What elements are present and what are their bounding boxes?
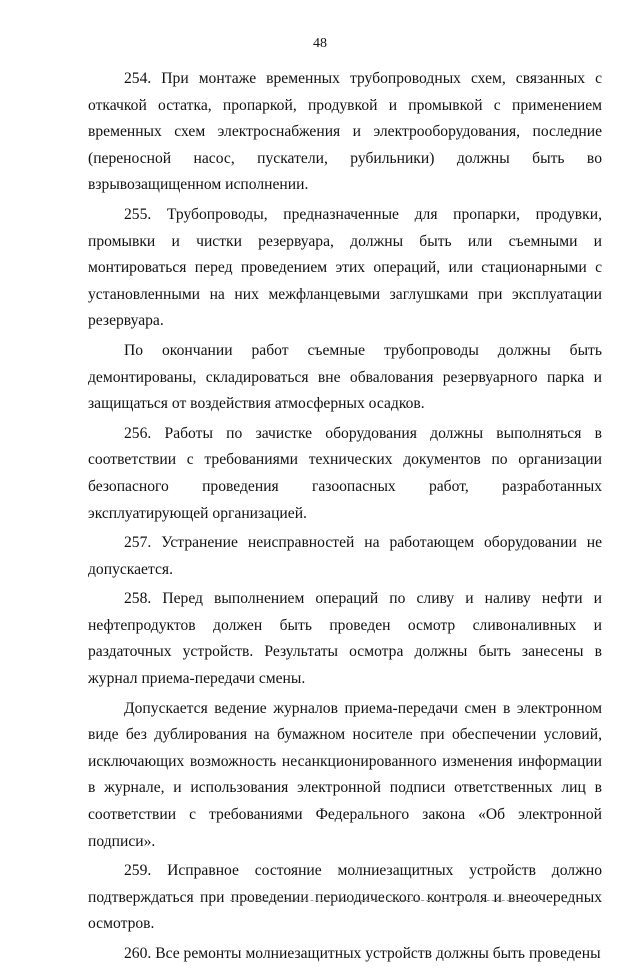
paragraph-255: 255. Трубопроводы, предназначенные для пропарки, продувки, промывки и чистки резервуара, должны быть или съемными и монтироваться перед проведением этих операций, или стационарными с установленными на них межфланцевыми заглушками при эксплуатации резервуара. [88,205,602,330]
paragraph-254: 254. При монтаже временных трубопроводных схем, связанных с откачкой остатка, пропаркой, продувкой и промывкой с применением временных схем электроснабжения и электрооборудования, последние (переносной насос, пускатели, рубильники) должны быть во взрывозащищенном исполнении. [88,70,602,194]
document-body [88,66,602,971]
paragraph-255-continued: По окончании работ съемные трубопроводы должны быть демонтированы, складироваться вне обвалования резервуарного парка и защищаться от воздействия атмосферных осадков. [88,341,602,413]
bottom-scan-edge [230,900,550,901]
paragraph-260: 260. Все ремонты молниезащитных устройств должны быть проведены [124,945,601,962]
page-number: 48 [313,36,327,51]
paragraph-258-continued: Допускается ведение журналов приема-передачи смен в электронном виде без дублирования на бумажном носителе при обеспечении условий, исключающих возможность несанкционированного изменения информации в журнале, и использования электронной подписи ответственных лиц в соответствии с требованиями Федерального закона «Об электронной подписи». [88,699,602,850]
paragraph-259: 259. Исправное состояние молниезащитных устройств должно подтверждаться при проведении периодического контроля и внеочередных осмотров. [88,862,602,933]
paragraph-258: 258. Перед выполнением операций по сливу и наливу нефти и нефтепродуктов должен быть проведен осмотр сливоналивных и раздаточных устройств. Результаты осмотра должны быть занесены в журнал приема-передачи смены. [88,590,602,688]
paragraph-257: 257. Устранение неисправностей на работающем оборудовании не допускается. [88,534,602,578]
paragraph-256: 256. Работы по зачистке оборудования должны выполняться в соответствии с требованиями технических документов по организации безопасного проведения газоопасных работ, разработанных эксплуатирующей организацией. [88,424,602,522]
